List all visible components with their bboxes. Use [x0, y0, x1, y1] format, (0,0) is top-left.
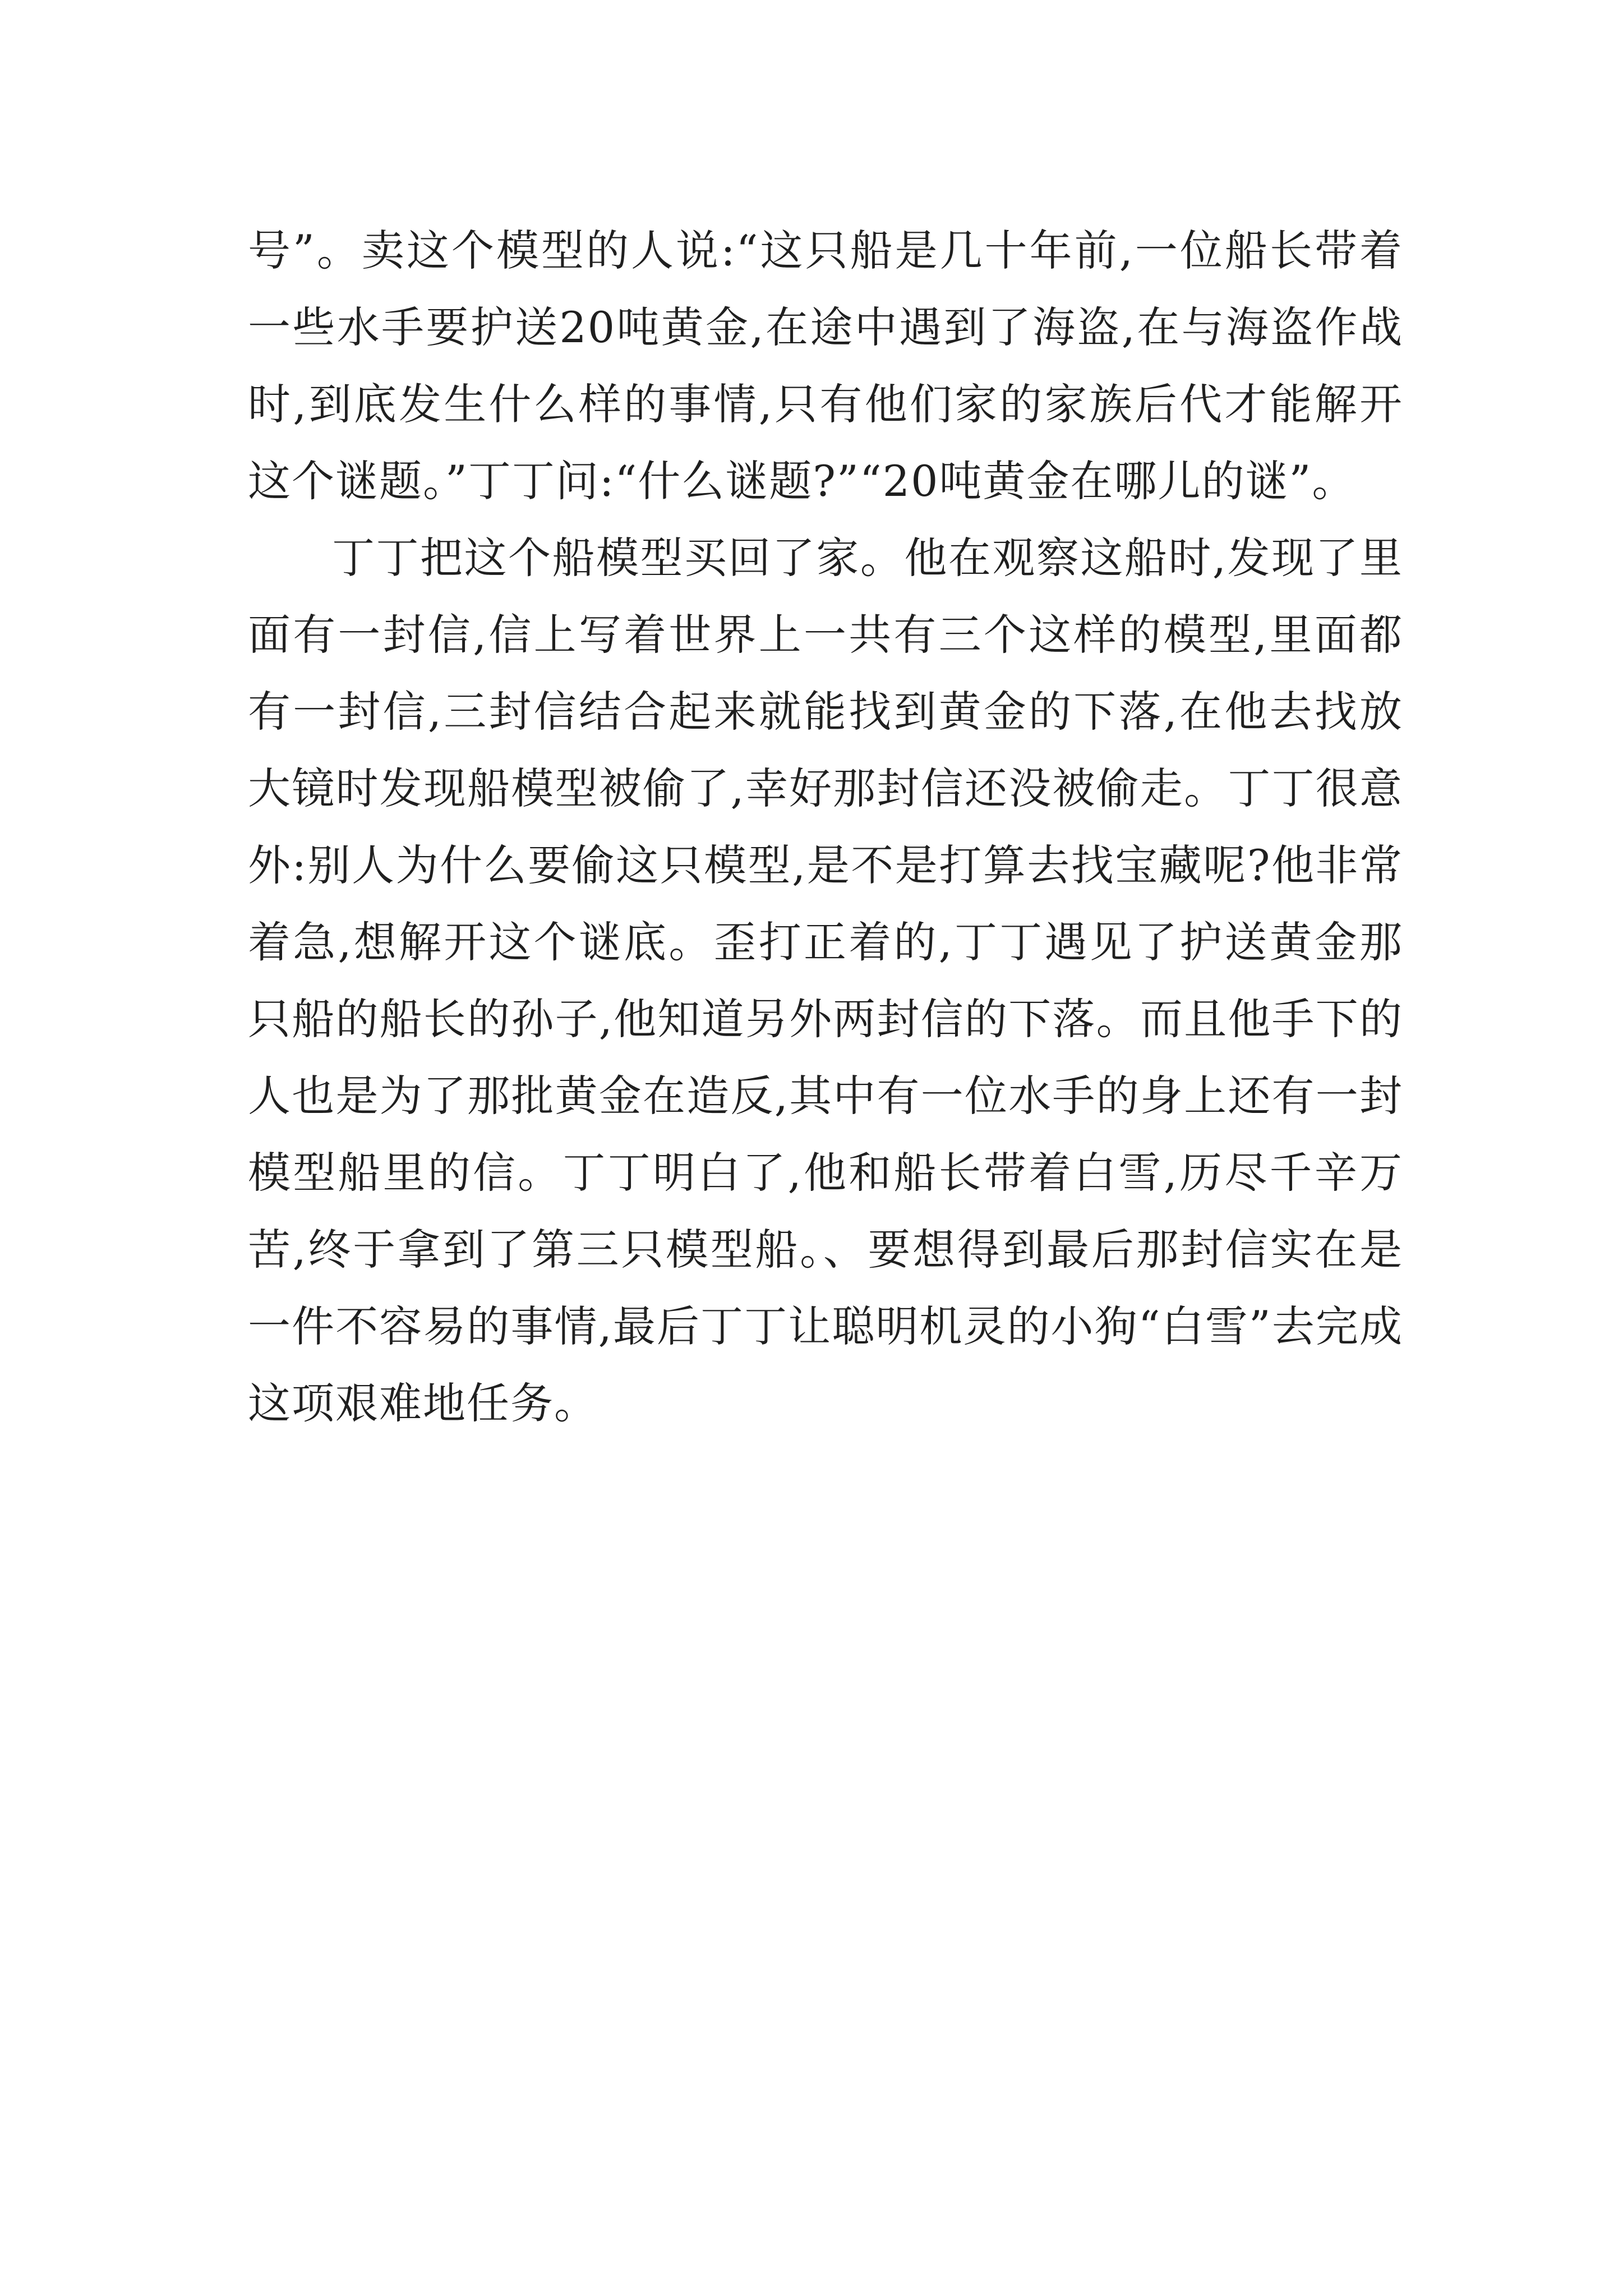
- paragraph-2: 丁丁把这个船模型买回了家。他在观察这船时,发现了里面有一封信,信上写着世界上一共有三个这样的模型,里面都有一封信,三封信结合起来就能找到黄金的下落,在他去找放大镜时发现船模型被偷了,幸好那封信还没被偷走。丁丁很意外:别人为什么要偷这只模型,是不是打算去找宝藏呢?他非常着急,想解开这个谜底。歪打正着的,丁丁遇见了护送黄金那只船的船长的孙子,他知道另外两封信的下落。而且他手下的人也是为了那批黄金在造反,其中有一位水手的身上还有一封模型船里的信。丁丁明白了,他和船长带着白雪,历尽千辛万苦,终于拿到了第三只模型船。、要想得到最后那封信实在是一件不容易的事情,最后丁丁让聪明机灵的小狗“白雪”去完成这项艰难地任务。: [248, 533, 1403, 1428]
- document-body: [248, 212, 1403, 1442]
- paragraph-1: 号”。卖这个模型的人说:“这只船是几十年前,一位船长带着一些水手要护送20吨黄金,在途中遇到了海盗,在与海盗作战时,到底发生什么样的事情,只有他们家的家族后代才能解开这个谜题。”丁丁问:“什么谜题?”“20吨黄金在哪儿的谜”。: [248, 226, 1403, 506]
